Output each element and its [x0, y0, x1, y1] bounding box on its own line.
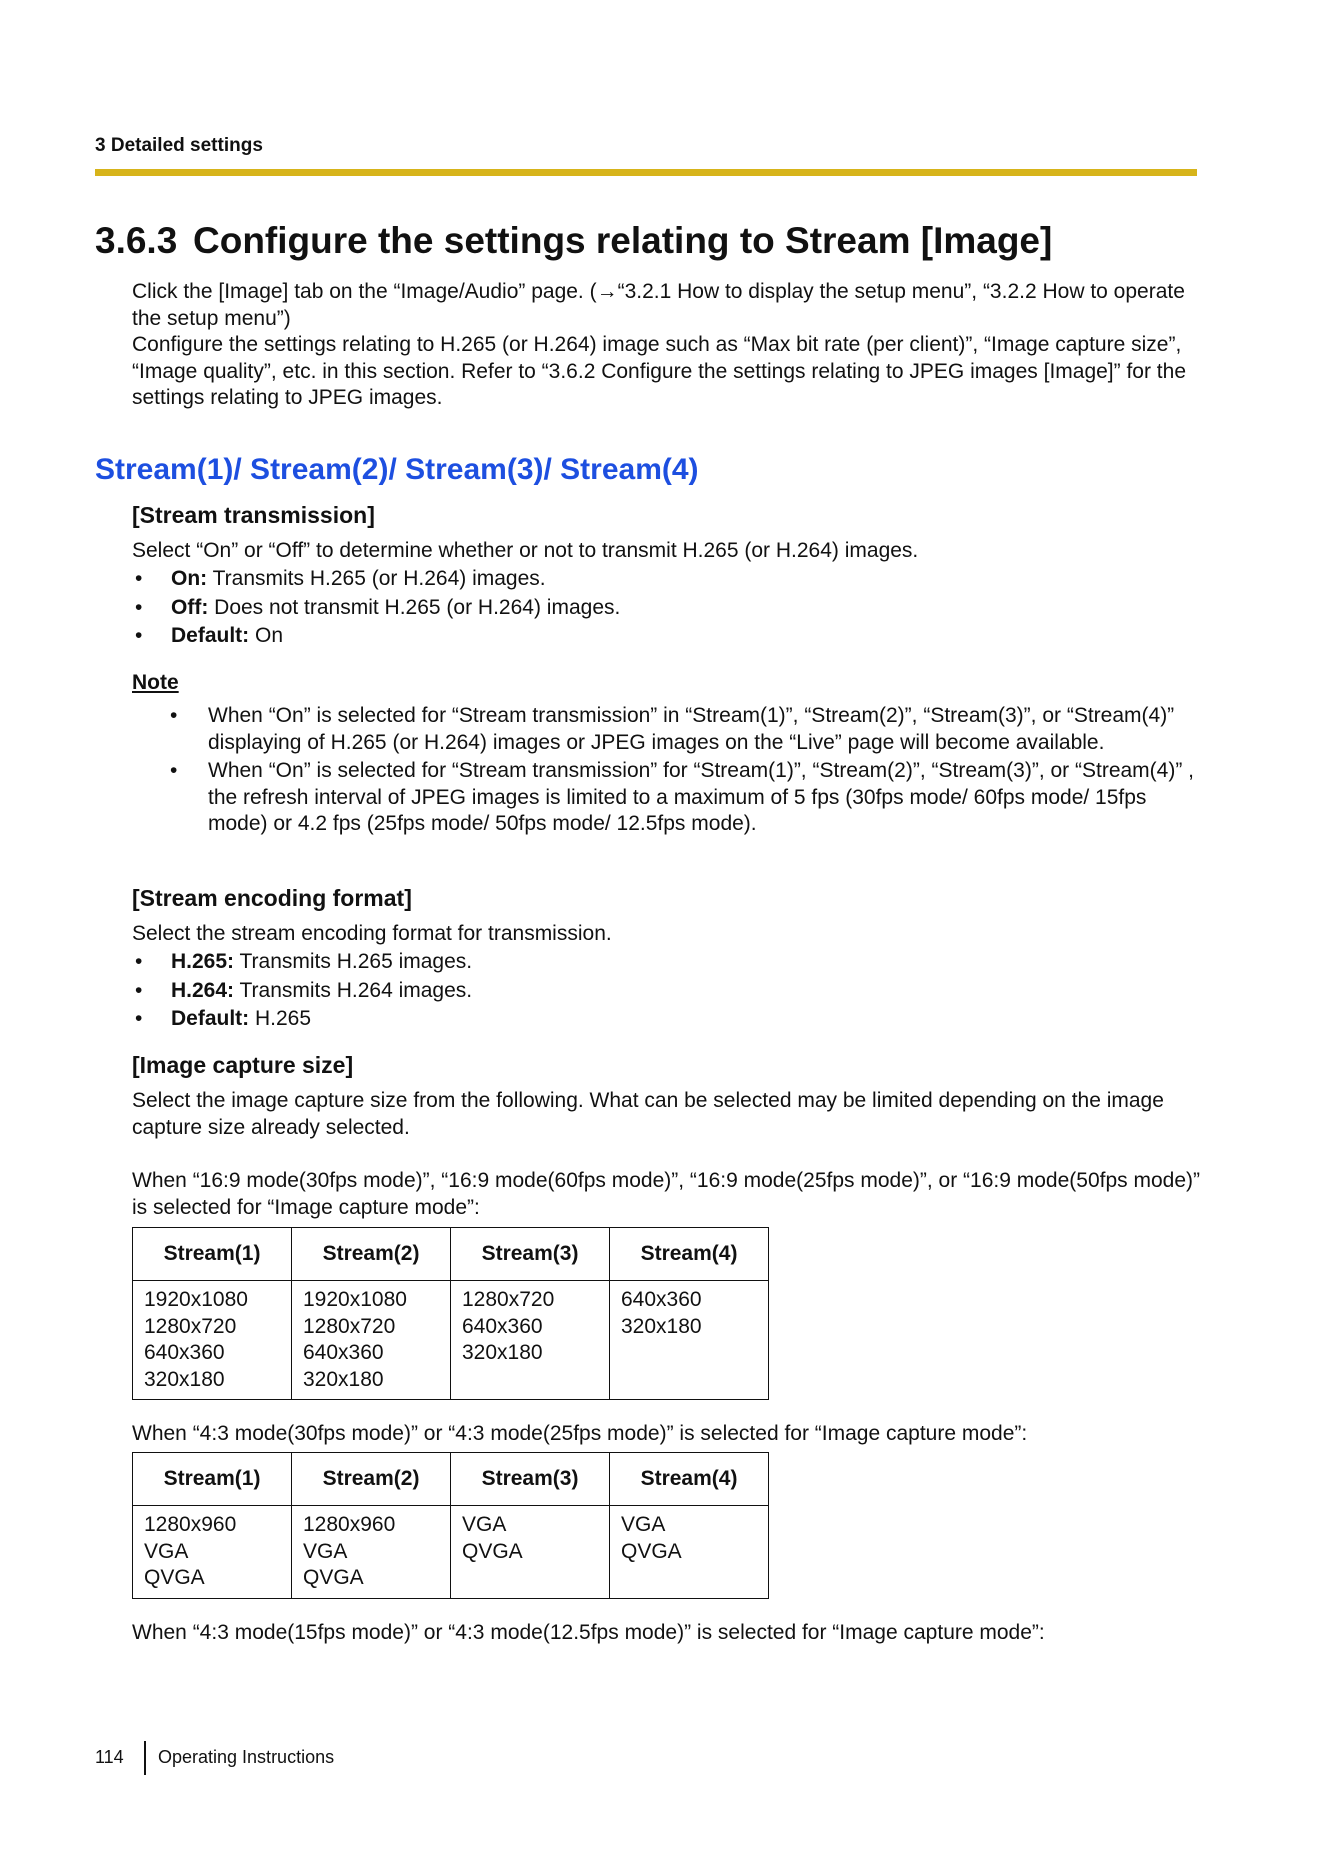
list-item: [132, 565, 1202, 594]
table-header: Stream(4): [610, 1453, 769, 1506]
note-item: • When “On” is selected for “Stream transmission” for “Stream(1)”, “Stream(2)”, “Stream(3)”, or “Stream(4)” , the refresh interval of JPEG images is limited to a maximum of 5 fps (30fps mode/ 60fps mode/ 15fps mode) or 4.2 fps (25fps mode/ 50fps mode/ 12.5fps mode).: [132, 758, 1202, 838]
option-text: On: [249, 624, 284, 648]
page-number: 114: [95, 1747, 124, 1767]
stream-transmission-options: [132, 565, 1202, 651]
mode-43-15-caption: When “4:3 mode(15fps mode)” or “4:3 mode(12.5fps mode)” is selected for “Image capture mode”:: [132, 1621, 1045, 1644]
image-capture-description: Select the image capture size from the following. What can be selected may be limited depending on the image capture size already selected.: [132, 1089, 1164, 1139]
option-text: Transmits H.264 images.: [234, 978, 473, 1002]
footer-title: Operating Instructions: [158, 1747, 335, 1767]
option-text: H.265: [249, 1007, 312, 1031]
section-number: 3.6.3: [95, 220, 178, 261]
image-capture-title: [Image capture size]: [132, 1052, 354, 1078]
table-cell: 1280x720 640x360 320x180: [451, 1281, 610, 1400]
chapter-header: 3 Detailed settings: [95, 135, 263, 156]
table-cell: VGA QVGA: [451, 1506, 610, 1599]
table-header-row: [133, 1228, 769, 1281]
option-label: On:: [171, 567, 208, 590]
header-rule: [95, 169, 1197, 176]
note-title: Note: [132, 671, 179, 694]
capture-size-table-169: [132, 1227, 769, 1400]
section-title: Configure the settings relating to Stream [Image]: [193, 220, 1053, 261]
list-item: [132, 1005, 1202, 1034]
footer-divider: [144, 1741, 146, 1775]
stream-transmission-title: [Stream transmission]: [132, 502, 375, 528]
table-cell: 1280x960 VGA QVGA: [292, 1506, 451, 1599]
intro-paragraph: Click the [Image] tab on the “Image/Audio” page. (→“3.2.1 How to display the setup menu”, “3.2.2 How to operate the setup menu”): [132, 280, 1185, 330]
option-label: H.264:: [171, 978, 235, 1002]
table-header: Stream(1): [133, 1228, 292, 1281]
table-header: Stream(4): [610, 1228, 769, 1281]
stream-transmission-description: Select “On” or “Off” to determine whether or not to transmit H.265 (or H.264) images.: [132, 539, 919, 562]
table-header: Stream(3): [451, 1228, 610, 1281]
table-cell: 1920x1080 1280x720 640x360 320x180: [133, 1281, 292, 1400]
table-cell: 640x360 320x180: [610, 1281, 769, 1400]
option-text: Transmits H.265 (or H.264) images.: [207, 567, 546, 590]
section-intro: [132, 279, 1202, 412]
intro-paragraph: Configure the settings relating to H.265 (or H.264) image such as “Max bit rate (per client)”, “Image capture size”, “Image quality”, etc. in this section. Refer to “3.6.2 Configure the settings relating to JPEG images [Image]” for the settings relating to JPEG images.: [132, 333, 1186, 409]
option-text: Does not transmit H.265 (or H.264) images.: [208, 595, 621, 619]
mode-169-caption: When “16:9 mode(30fps mode)”, “16:9 mode(60fps mode)”, “16:9 mode(25fps mode)”, or “16:9 mode(50fps mode)” is selected for “Image capture mode”:: [132, 1169, 1200, 1219]
table-row: [133, 1506, 769, 1599]
stream-encoding-description: Select the stream encoding format for transmission.: [132, 922, 612, 945]
list-item: [132, 594, 1202, 623]
table-cell: 1920x1080 1280x720 640x360 320x180: [292, 1281, 451, 1400]
table-row: [133, 1281, 769, 1400]
note-list: [132, 703, 1202, 838]
table-header: Stream(3): [451, 1453, 610, 1506]
table-cell: 1280x960 VGA QVGA: [133, 1506, 292, 1599]
mode-43-30-caption: When “4:3 mode(30fps mode)” or “4:3 mode(25fps mode)” is selected for “Image capture mode”:: [132, 1422, 1028, 1445]
option-label: Default:: [171, 624, 250, 648]
option-label: H.265:: [171, 950, 235, 973]
stream-subheading: Stream(1)/ Stream(2)/ Stream(3)/ Stream(4): [95, 453, 699, 486]
capture-size-table-43: [132, 1452, 769, 1599]
stream-encoding-options: [132, 948, 1202, 1034]
list-item: [132, 977, 1202, 1006]
note-item: • When “On” is selected for “Stream transmission” in “Stream(1)”, “Stream(2)”, “Stream(3)”, or “Stream(4)” displaying of H.265 (or H.264) images or JPEG images on the “Live” page will become available.: [132, 703, 1202, 756]
list-item: [132, 622, 1202, 651]
table-header-row: [133, 1453, 769, 1506]
table-header: Stream(2): [292, 1453, 451, 1506]
option-label: Off:: [171, 595, 209, 619]
stream-encoding-title: [Stream encoding format]: [132, 885, 412, 911]
table-cell: VGA QVGA: [610, 1506, 769, 1599]
list-item: [132, 948, 1202, 977]
option-label: Default:: [171, 1007, 250, 1031]
section-heading: [95, 220, 1052, 262]
table-header: Stream(1): [133, 1453, 292, 1506]
option-text: Transmits H.265 images.: [234, 950, 473, 973]
table-header: Stream(2): [292, 1228, 451, 1281]
